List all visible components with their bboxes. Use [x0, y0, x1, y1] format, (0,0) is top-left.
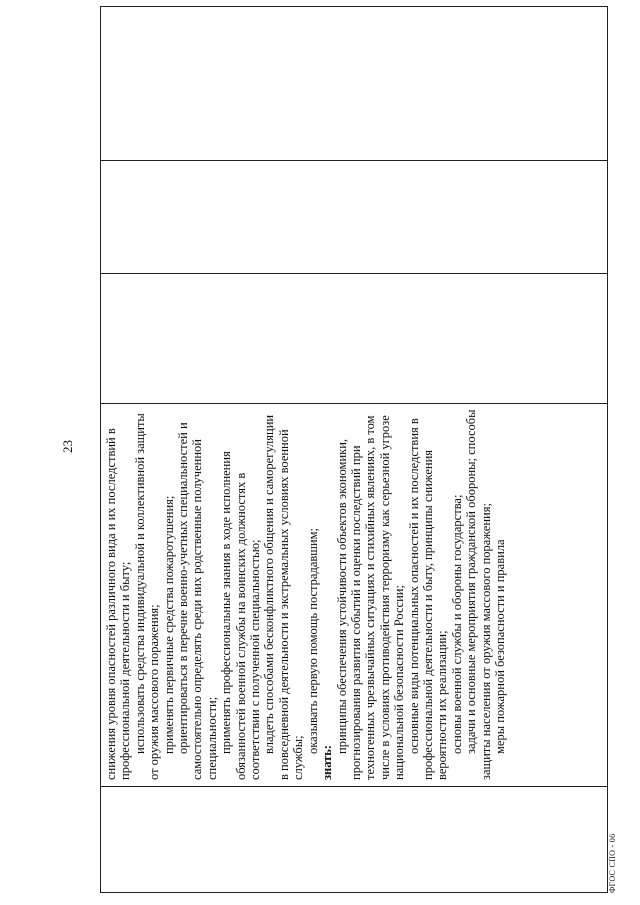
page-number: 23: [60, 440, 75, 453]
text-line: применять профессиональные знания в ходе исполнения обязанностей военной службы на воинских должностях в соответствии с полученной специальностью;: [219, 451, 263, 780]
text-line: основы военной службы и обороны государства;: [449, 494, 464, 754]
document-code: ФГОС СПО - 06: [608, 833, 617, 893]
table-cell-competencies: [101, 7, 607, 161]
text-line: меры пожарной безопасности и правила: [492, 539, 507, 754]
text-line: применять первичные средства пожаротушения;: [161, 495, 176, 754]
text-line: оказывать первую помощь пострадавшим;: [305, 528, 320, 754]
text-line: задачи и основные мероприятия гражданской обороны; способы защиты населения от оружия массового поражения;: [464, 409, 493, 780]
text-line: ориентироваться в перечне военно-учетных специальностей и самостоятельно определять среди них родственные полученной специальности;: [176, 422, 219, 780]
table-cell-discipline: [101, 161, 607, 274]
text-line: снижения уровня опасностей различного вида и их последствий в профессиональной деятельности и быту;: [104, 428, 133, 780]
table-cell-index: [101, 787, 607, 892]
text-line: использовать средства индивидуальной и коллективной защиты от оружия массового поражения;: [132, 413, 162, 780]
text-line: принципы обеспечения устойчивости объектов экономики, прогнозирования развития событий и оценки последствий при техногенных чрезвычайных ситуациях и стихийных явлениях, в том числе в условиях противодействия терроризму как серьезной угрозе национальной безопасности России;: [334, 415, 407, 780]
table: [100, 6, 608, 893]
table-cell-hours: [101, 274, 607, 404]
table-cell-content: [101, 404, 607, 787]
text-line: владеть способами бесконфликтного общения и саморегуляции в повседневной деятельности и экстремальных условиях военной службы;: [262, 414, 306, 780]
section-heading: знать:: [320, 744, 335, 780]
text-line: основные виды потенциальных опасностей и их последствия в профессиональной деятельности и быту, принципы снижения вероятности их реализации;: [406, 418, 450, 780]
